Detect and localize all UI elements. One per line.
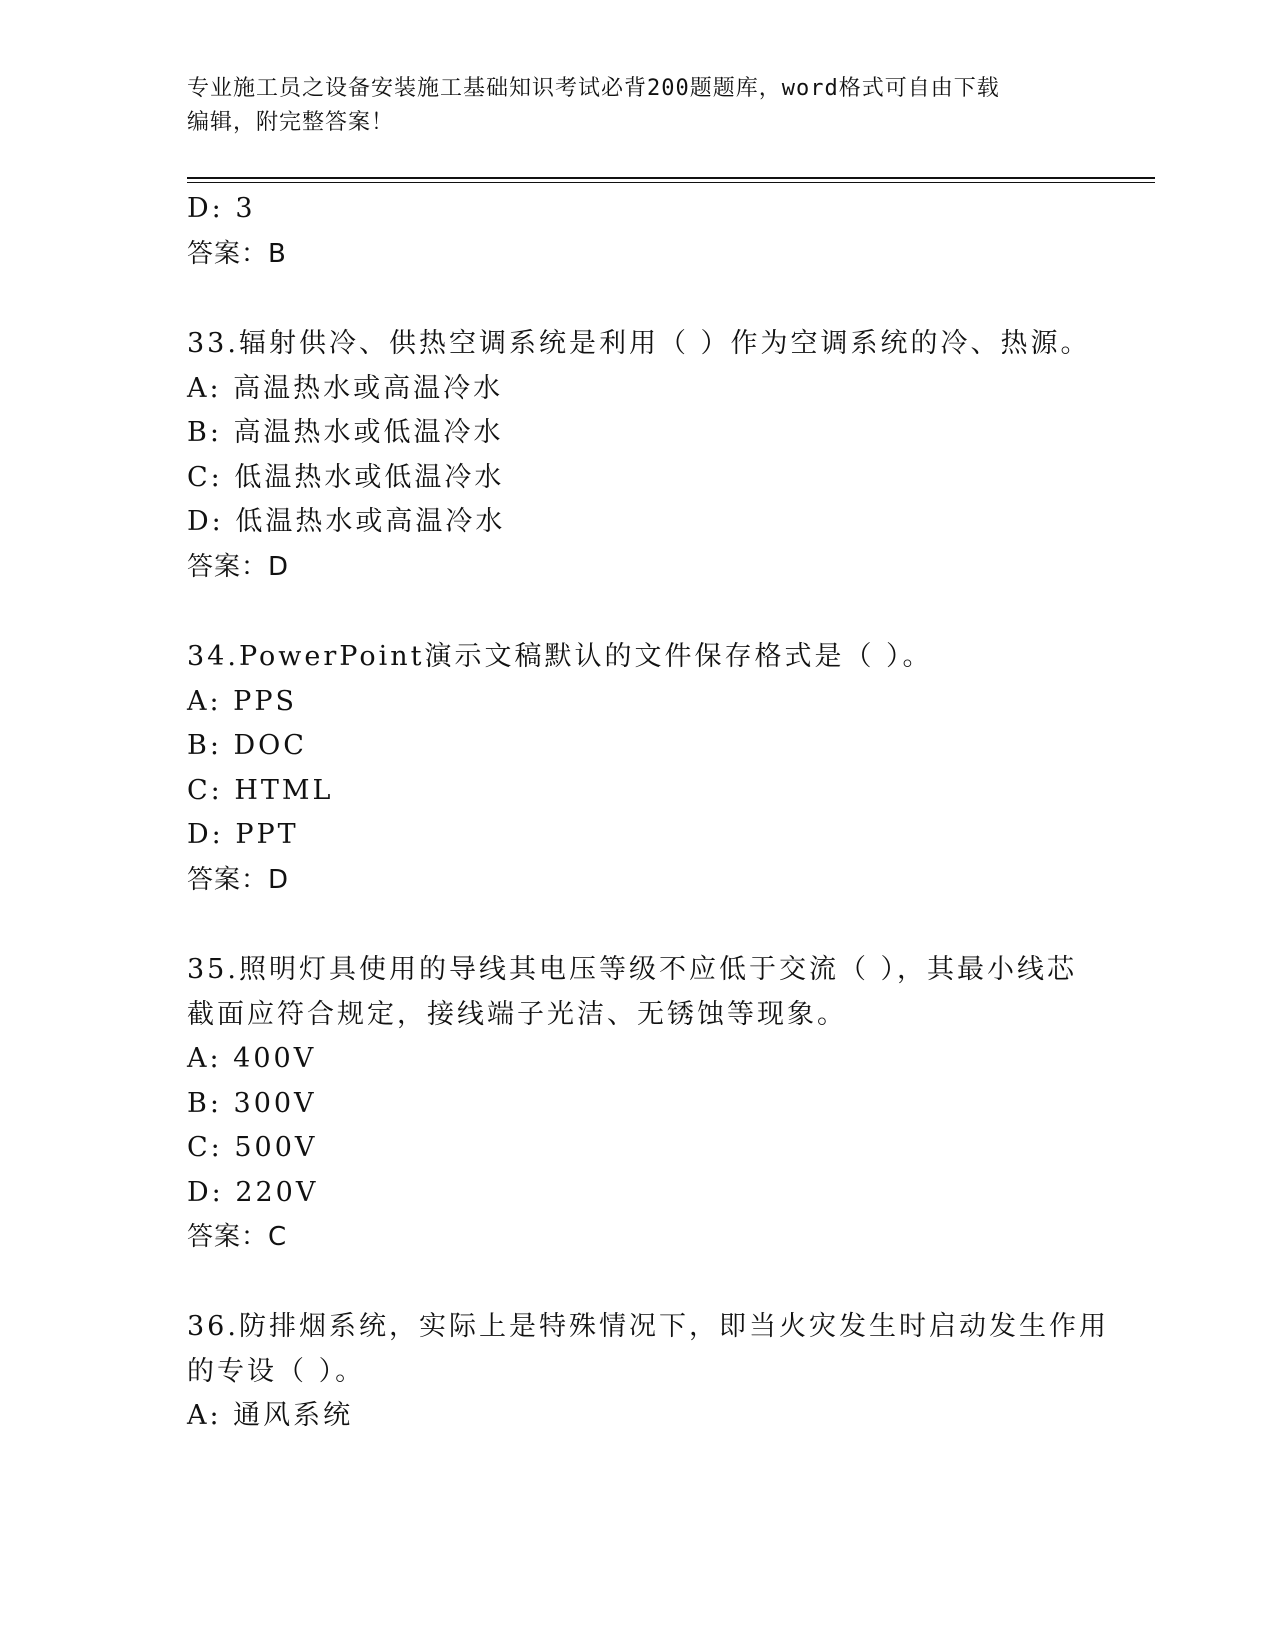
option-line: D: 220V [187, 1177, 319, 1208]
option-line: D: 3 [187, 193, 256, 224]
header-rule-thin [187, 182, 1155, 183]
option-line: B: 高温热水或低温冷水 [187, 417, 504, 448]
header-line-1: 专业施工员之设备安装施工基础知识考试必背200题题库，word格式可自由下载 [187, 76, 1000, 101]
question-line: 的专设（ ）。 [187, 1356, 366, 1387]
option-line: C: HTML [187, 775, 334, 806]
document-header [187, 72, 1067, 140]
question-line: 36.防排烟系统，实际上是特殊情况下，即当火灾发生时启动发生作用 [187, 1311, 1109, 1342]
question-line: 34.PowerPoint演示文稿默认的文件保存格式是（ ）。 [187, 641, 933, 672]
header-rule-thick [187, 177, 1155, 179]
question-line: 截面应符合规定，接线端子光洁、无锈蚀等现象。 [187, 999, 847, 1030]
option-line: A: 400V [187, 1043, 317, 1074]
option-line: A: PPS [187, 686, 298, 717]
option-line: A: 通风系统 [187, 1400, 354, 1431]
option-line: B: 300V [187, 1088, 317, 1119]
option-line: A: 高温热水或高温冷水 [187, 373, 504, 404]
option-line: C: 低温热水或低温冷水 [187, 462, 505, 493]
option-line: B: DOC [187, 730, 307, 761]
option-line: D: 低温热水或高温冷水 [187, 506, 506, 537]
question-line: 35.照明灯具使用的导线其电压等级不应低于交流（ ），其最小线芯 [187, 954, 1078, 985]
option-line: C: 500V [187, 1132, 318, 1163]
option-line: D: PPT [187, 819, 299, 850]
answer-line: 答案：D [187, 552, 290, 582]
answer-line: 答案：D [187, 865, 290, 895]
answer-line: 答案：B [187, 239, 287, 269]
answer-line: 答案：C [187, 1222, 288, 1252]
header-line-2: 编辑，附完整答案！ [187, 110, 395, 135]
question-line: 33.辐射供冷、供热空调系统是利用（ ）作为空调系统的冷、热源。 [187, 328, 1091, 359]
